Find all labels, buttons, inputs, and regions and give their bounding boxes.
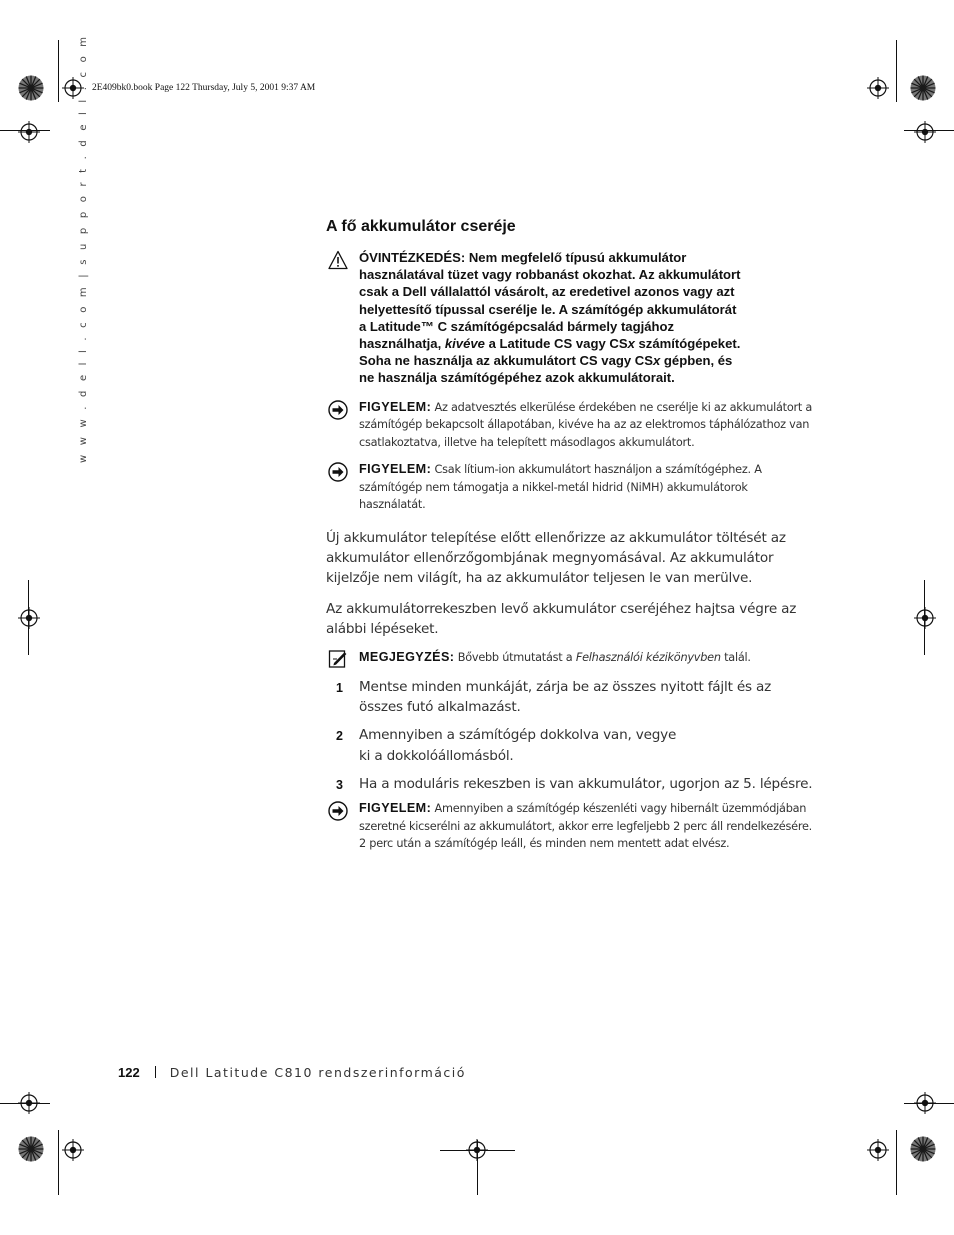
- registration-mark-icon: [914, 121, 936, 143]
- step-text: Amennyiben a számítógép dokkolva van, vegye ki a dokkolóállomásból.: [359, 727, 677, 764]
- registration-mark-icon: [18, 607, 40, 629]
- notice-block: [326, 461, 816, 514]
- crop-line: [28, 580, 29, 655]
- print-star-wheel-icon: [18, 75, 44, 101]
- notice-body: Csak lítium-ion akkumulátort használjon a számítógéphez. A számítógép nem támogatja a nikkel-metál hidrid (NiMH) akkumulátorok használatát.: [359, 463, 762, 512]
- caution-fragment: használhatja,: [359, 336, 445, 352]
- note-fragment: talál.: [720, 651, 751, 665]
- caution-emphasis: x: [627, 336, 635, 352]
- registration-mark-icon: [867, 1139, 889, 1161]
- registration-mark-icon: [18, 121, 40, 143]
- print-star-wheel-icon: [18, 1136, 44, 1162]
- print-file-info: 2E409bk0.book Page 122 Thursday, July 5, 2001 9:37 AM: [92, 83, 316, 93]
- notice-body: Az adatvesztés elkerülése érdekében ne cserélje ki az akkumulátort a számítógép bekapcsolt állapotában, kivéve ha az az elektromos táphálózathoz van csatlakoztatva, illetve ha telepített másodlagos akkumulátort.: [359, 400, 813, 449]
- caution-line: helyettesítő típussal cserélje le. A számítógép akkumulátorát: [359, 301, 737, 317]
- caution-fragment: számítógépeket.: [634, 336, 741, 352]
- step-number: 1: [336, 680, 343, 695]
- crop-line: [477, 1140, 478, 1195]
- notice-arrow-icon: [328, 400, 348, 420]
- notice-block: [326, 399, 816, 452]
- crop-line: [58, 1130, 59, 1195]
- caution-line: ne használja számítógépéhez azok akkumulátorait.: [359, 370, 675, 386]
- notice-body: Amennyiben a számítógép készenléti vagy hibernált üzemmódjában szeretné kicserélni az akkumulátort, akkor erre legfeljebb 2 perc áll rendelkezésére. 2 perc után a számítógép leáll, és minden nem mentett adat elvész.: [359, 802, 813, 851]
- note-block: [326, 649, 816, 667]
- notice-text: [359, 800, 816, 853]
- caution-line: csak a Dell vállalattól vásárolt, az eredetivel azonos vagy azt: [359, 284, 735, 300]
- step-text: Mentse minden munkáját, zárja be az összes nyitott fájlt és az összes futó alkalmazást.: [359, 678, 772, 715]
- notice-arrow-icon: [328, 801, 348, 821]
- registration-mark-icon: [867, 77, 889, 99]
- print-star-wheel-icon: [910, 1136, 936, 1162]
- print-star-wheel-icon: [910, 75, 936, 101]
- notice-text: [359, 399, 816, 452]
- note-text: [359, 649, 816, 667]
- crop-line: [924, 580, 925, 655]
- caution-line: [359, 335, 816, 352]
- list-item: [326, 725, 816, 766]
- pencil-note-icon: [328, 649, 348, 669]
- caution-text: [359, 249, 816, 387]
- caution-fragment: Soha ne használja az akkumulátort CS vagy CS: [359, 353, 653, 369]
- caution-line: ÓVINTÉZKEDÉS: Nem megfelelő típusú akkumulátor: [359, 250, 687, 265]
- notice-label: FIGYELEM:: [359, 801, 432, 816]
- crop-line: [0, 130, 50, 131]
- crop-line: [896, 1130, 897, 1195]
- notice-arrow-icon: [328, 462, 348, 482]
- step-text: Ha a moduláris rekeszben is van akkumulátor, ugorjon az 5. lépésre.: [359, 775, 813, 792]
- caution-fragment: gépben, és: [660, 353, 733, 369]
- crop-line: [58, 40, 59, 102]
- list-item: [326, 677, 816, 718]
- crop-line: [904, 1103, 954, 1104]
- caution-fragment: a Latitude CS vagy CS: [484, 336, 628, 352]
- section-title: A fő akkumulátor cseréje: [326, 218, 516, 235]
- body-paragraph: Az akkumulátorrekeszben levő akkumulátor cseréjéhez hajtsa végre az alábbi lépéseket.: [326, 600, 797, 637]
- side-website-url: w w w . d e l l . c o m | s u p p o r t . d e l l . c o m: [78, 33, 89, 463]
- registration-mark-icon: [914, 607, 936, 629]
- footer-title: Dell Latitude C810 rendszerinformáció: [169, 1065, 466, 1080]
- caution-block: [326, 249, 816, 387]
- crop-line: [904, 130, 954, 131]
- note-label: MEGJEGYZÉS:: [359, 650, 455, 665]
- note-emphasis: Felhasználói kézikönyvben: [575, 651, 721, 665]
- step-number: 3: [336, 777, 343, 792]
- notice-label: FIGYELEM:: [359, 462, 432, 477]
- caution-emphasis: x: [652, 353, 661, 369]
- notice-text: [359, 461, 816, 514]
- registration-mark-icon: [62, 1139, 84, 1161]
- notice-block: [326, 800, 816, 853]
- crop-line: [0, 1103, 50, 1104]
- warning-triangle-icon: [328, 250, 348, 270]
- main-content: [326, 218, 816, 862]
- page-number: 122: [118, 1065, 140, 1080]
- caution-line: használatával tüzet vagy robbanást okozhat. Az akkumulátort: [359, 267, 741, 283]
- footer-separator: [155, 1066, 156, 1078]
- page-footer: [118, 1062, 466, 1081]
- note-fragment: Bővebb útmutatást a: [454, 651, 576, 665]
- notice-label: FIGYELEM:: [359, 399, 432, 414]
- crop-line: [896, 40, 897, 102]
- caution-emphasis: kivéve: [444, 336, 485, 352]
- body-paragraph: Új akkumulátor telepítése előtt ellenőrizze az akkumulátor töltését az akkumulátor ellenőrzőgombjának megnyomásával. Az akkumulátor kijelzője nem világít, ha az akkumulátor teljesen le van merülve.: [326, 529, 786, 587]
- caution-line: [359, 352, 816, 369]
- caution-line: a Latitude™ C számítógépcsalád bármely tagjához: [359, 318, 675, 334]
- step-number: 2: [336, 729, 343, 744]
- list-item: [326, 774, 816, 794]
